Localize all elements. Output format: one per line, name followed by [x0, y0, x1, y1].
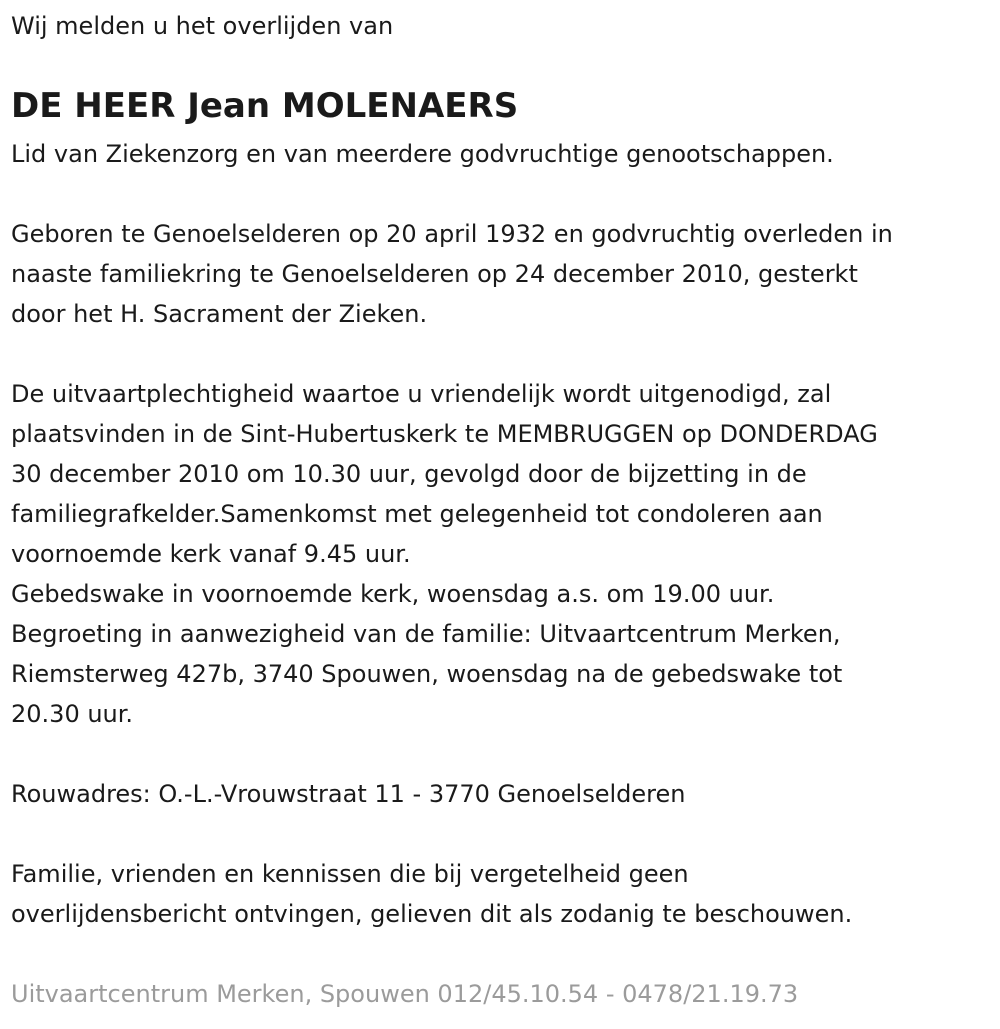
mourning-address: Rouwadres: O.-L.-Vrouwstraat 11 - 3770 Genoelselderen — [11, 780, 686, 808]
text-line: Familie, vrienden en kennissen die bij vergetelheid geen — [11, 860, 689, 888]
mourning-address-paragraph — [11, 774, 685, 814]
text-line: naaste familiekring te Genoelselderen op 24 december 2010, gesterkt — [11, 260, 858, 288]
text-line: Gebedswake in voornoemde kerk, woensdag a.s. om 19.00 uur. — [11, 580, 775, 608]
footer — [11, 974, 798, 1014]
funeral-home-contact: Uitvaartcentrum Merken, Spouwen 012/45.10.54 - 0478/21.19.73 — [11, 980, 799, 1008]
text-line: Begroeting in aanwezigheid van de familie: Uitvaartcentrum Merken, — [11, 620, 841, 648]
deceased-name: DE HEER Jean MOLENAERS — [11, 86, 519, 126]
text-line: overlijdensbericht ontvingen, gelieven dit als zodanig te beschouwen. — [11, 900, 853, 928]
intro-text: Wij melden u het overlijden van — [11, 12, 394, 40]
text-line: voornoemde kerk vanaf 9.45 uur. — [11, 540, 411, 568]
text-line: plaatsvinden in de Sint-Hubertuskerk te MEMBRUGGEN op DONDERDAG — [11, 420, 878, 448]
birth-death-paragraph — [11, 214, 893, 334]
text-line: Riemsterweg 427b, 3740 Spouwen, woensdag na de gebedswake tot — [11, 660, 843, 688]
text-line: 20.30 uur. — [11, 700, 134, 728]
text-line: door het H. Sacrament der Zieken. — [11, 300, 428, 328]
text-line: familiegrafkelder.Samenkomst met gelegenheid tot condoleren aan — [11, 500, 823, 528]
membership-paragraph — [11, 134, 834, 174]
membership-text: Lid van Ziekenzorg en van meerdere godvruchtige genootschappen. — [11, 140, 834, 168]
family-paragraph — [11, 854, 852, 934]
text-line: 30 december 2010 om 10.30 uur, gevolgd door de bijzetting in de — [11, 460, 807, 488]
text-line: Geboren te Genoelselderen op 20 april 1932 en godvruchtig overleden in — [11, 220, 893, 248]
text-line: De uitvaartplechtigheid waartoe u vriendelijk wordt uitgenodigd, zal — [11, 380, 832, 408]
funeral-paragraph — [11, 374, 878, 734]
